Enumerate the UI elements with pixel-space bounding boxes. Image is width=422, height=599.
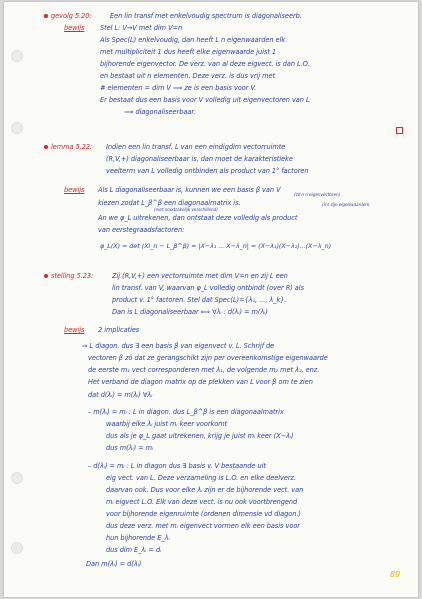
lemma-line: Als L diagonaliseerbaar is, kunnen we een basis β van V <box>98 186 281 194</box>
qed-square <box>396 127 403 134</box>
bullet-dot <box>44 274 48 278</box>
proof-line: vectoren β zó dat ze gerangschikt zijn per overeenkomstige eigenwaarde <box>88 354 328 362</box>
gevolg-line: bijhorende eigenvector. De verz. van al deze eigvect. is dan L.O. <box>100 60 310 68</box>
gevolg-line: Als Spec(L) enkelvoudig, dan heeft L n eigenwaarden elk <box>100 36 286 44</box>
gevolg-line: Er bestaat dus een basis voor V volledig uit eigenvectoren van L <box>100 96 310 104</box>
proof-line: waarbij elke λᵢ juist mᵢ keer voorkomt <box>106 420 228 428</box>
proof-line: Het verband de diagon matrix op de plekken van L voor β om te zien <box>88 378 313 386</box>
gevolg-title: Een lin transf met enkelvoudig spectrum is diagonaliseerb. <box>110 12 302 20</box>
punch-hole <box>11 542 23 554</box>
proof-line: dus dim E_λᵢ = dᵢ <box>106 546 162 554</box>
lemma-bewijs-label: bewijs <box>64 186 85 194</box>
gevolg-line: Stel L: V→V met dim V=n <box>100 24 183 32</box>
lemma-title: (R,V,+) diagonaliseerbaar is, dan moet de karakteristieke <box>106 155 293 163</box>
gevolg-line: # elementen = dim V ⟹ ze is een basis voor V. <box>100 84 257 92</box>
proof-line: de eerste m₁ vect corresponderen met λ₁, de volgende m₂ met λ₂, enz. <box>88 366 320 374</box>
stelling-title: Dan is L diagonaliseerbaar ⟺ ∀λᵢ : d(λᵢ) = m(λᵢ) <box>112 308 268 316</box>
notebook-page <box>4 2 418 597</box>
lemma-title: veelterm van L volledig ontbinden als product van 1° factoren <box>106 167 309 175</box>
proof-line: – m(λᵢ) = mᵢ : L in diagon. dus L_β^β is een diagonaalmatrix <box>88 408 284 416</box>
punch-hole <box>11 472 23 484</box>
proof-line: Dan m(λᵢ) = d(λᵢ) <box>86 560 142 568</box>
gevolg-line: en bestaat uit n elementen. Deze verz. is dus vrij met <box>100 72 276 80</box>
punch-hole <box>11 50 23 62</box>
lemma-line: kiezen zodat L_β^β een diagonaalmatrix is. <box>98 199 241 207</box>
proof-line: hun bijhorende E_λᵢ <box>106 534 170 542</box>
proof-line: dus m(λᵢ) = mᵢ <box>106 444 154 452</box>
gevolg-line: ⟹ diagonaliseerbaar. <box>124 108 196 116</box>
page-number: 89 <box>390 570 401 579</box>
proof-line: dus als je φ_L gaat uitrekenen, krijg je juist mᵢ keer (X−λᵢ) <box>106 432 294 440</box>
proof-line: dat d(λᵢ) = m(λᵢ) ∀λᵢ <box>88 391 153 399</box>
bullet-dot <box>44 145 48 149</box>
gevolg-bewijs-label: bewijs <box>64 24 85 32</box>
lemma-line: An we φ_L uitrekenen, dan ontstaat deze volledig als product <box>98 214 298 222</box>
stelling-title: product v. 1° factoren. Stel dat Spec(L)={λ₁, ..., λ_k}. <box>112 296 287 304</box>
lemma-label: lemma 5.22: <box>51 143 93 151</box>
proof-line: daarvan ook. Dus voor elke λᵢ zijn er de bijhorende vect. van <box>106 486 304 494</box>
lemma-annotation: (zo'n n eigenvectoren) <box>294 192 341 197</box>
stelling-bewijs-label: bewijs <box>64 326 85 334</box>
punch-hole <box>11 122 23 134</box>
lemma-line: van eerstegraadsfactoren: <box>98 226 185 234</box>
stelling-title: Zij (R,V,+) een vectorruimte met dim V=n en zij L een <box>112 272 288 280</box>
gevolg-label: gevolg 5.20: <box>51 12 92 20</box>
proof-line: eig vect. van L. Deze verzameling is L.O. en elke deelverz. <box>106 474 296 482</box>
lemma-annotation: (niet noodzakelijk verschillend) <box>154 207 218 212</box>
lemma-annotation: (λ's zijn eigenwaarden) <box>322 202 370 207</box>
bullet-dot <box>44 14 48 18</box>
proof-intro: 2 implicaties <box>98 326 140 334</box>
gevolg-line: met multipliciteit 1 dus heeft elke eigenwaarde juist 1 <box>100 48 277 56</box>
lemma-formula: φ_L(X) = det (XI_n − L_β^β) = |X−λ₁ ... X−λ_n| = (X−λ₁)(X−λ₂)...(X−λ_n) <box>100 242 332 250</box>
stelling-title: lin transf. van V, waarvan φ_L volledig ontbindt (over R) als <box>112 284 304 292</box>
proof-line: ⇒ L diagon. dus ∃ een basis β van eigenvect v. L. Schrijf de <box>82 342 275 350</box>
lemma-title: Indien een lin transf. L van een eindigdim vectorruimte <box>106 143 286 151</box>
stelling-label: stelling 5.23: <box>51 272 94 280</box>
proof-line: mᵢ eigvect L.O. Elk van deze vect. is nu ook voortbrengend <box>106 498 298 506</box>
proof-line: dus deze verz. met mᵢ eigenvect vormen elk een basis voor <box>106 522 300 530</box>
proof-line: – d(λᵢ) = mᵢ : L in diagon dus ∃ basis v. V bestaande uit <box>88 462 266 470</box>
proof-line: voor bijhorende eigenruimte (ordenen dimensie vd diagon.) <box>106 510 301 518</box>
